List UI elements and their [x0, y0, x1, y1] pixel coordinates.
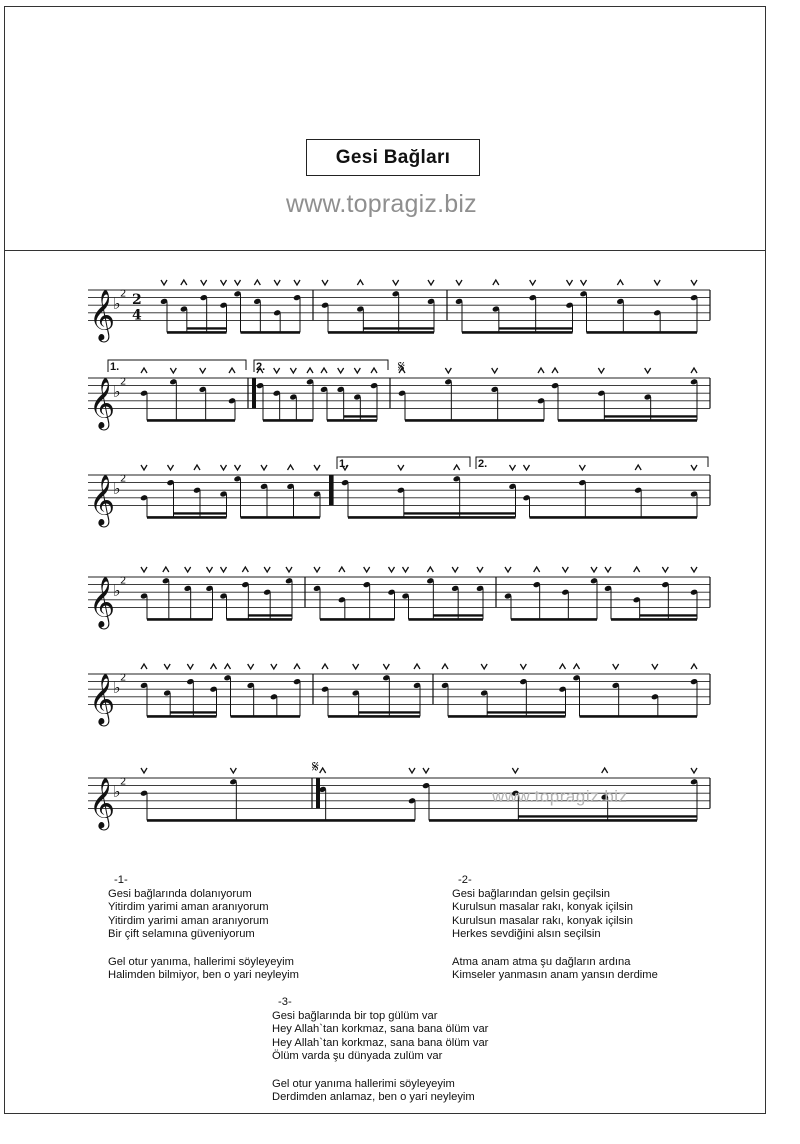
refrain-line: Derdimden anlamaz, ben o yari neyleyim — [272, 1091, 475, 1104]
treble-clef-icon: 𝄞 — [89, 289, 116, 341]
accent-down-icon — [248, 664, 254, 669]
key-number: 2 — [120, 473, 127, 485]
accent-down-icon — [221, 465, 227, 470]
volta-bracket — [254, 360, 388, 372]
accent-down-icon — [654, 280, 660, 285]
time-signature-bottom: 4 — [132, 307, 142, 324]
accent-down-icon — [314, 465, 320, 470]
final-bar — [316, 778, 320, 808]
accent-down-icon — [354, 368, 360, 373]
volta-bracket — [337, 457, 470, 469]
verse-1 — [108, 874, 299, 983]
flat-icon: ♭ — [113, 382, 121, 402]
segno-icon: 𝄋 — [398, 357, 405, 376]
accent-up-icon — [427, 567, 433, 572]
accent-up-icon — [691, 368, 697, 373]
accent-up-icon — [414, 664, 420, 669]
watermark: www.topragiz.biz — [492, 787, 628, 806]
accent-down-icon — [581, 280, 587, 285]
accent-up-icon — [635, 465, 641, 470]
accent-down-icon — [530, 280, 536, 285]
accent-up-icon — [357, 280, 363, 285]
lyric-line: Gesi bağlarında dolanıyorum — [108, 887, 252, 900]
accent-up-icon — [534, 567, 540, 572]
accent-down-icon — [393, 280, 399, 285]
accent-down-icon — [294, 280, 300, 285]
refrain-line: Kimseler yanmasın anam yansın derdime — [452, 969, 658, 982]
accent-up-icon — [442, 664, 448, 669]
flat-icon: ♭ — [113, 479, 121, 499]
lyric-line: Yitirdim yarimi aman aranıyorum — [108, 901, 269, 914]
accent-down-icon — [274, 368, 280, 373]
accent-up-icon — [322, 664, 328, 669]
accent-down-icon — [221, 280, 227, 285]
accent-up-icon — [141, 664, 147, 669]
accent-up-icon — [163, 567, 169, 572]
accent-up-icon — [307, 368, 313, 373]
accent-down-icon — [200, 368, 206, 373]
accent-up-icon — [538, 368, 544, 373]
treble-clef-icon: 𝄞 — [89, 474, 116, 526]
accent-down-icon — [141, 768, 147, 773]
lyric-line: Herkes sevdiğini alsın seçilsin — [452, 928, 601, 941]
accent-down-icon — [235, 280, 241, 285]
accent-down-icon — [286, 567, 292, 572]
accent-up-icon — [371, 368, 377, 373]
accent-down-icon — [452, 567, 458, 572]
treble-clef-icon: 𝄞 — [89, 377, 116, 429]
accent-up-icon — [454, 465, 460, 470]
accent-up-icon — [339, 567, 345, 572]
accent-down-icon — [691, 567, 697, 572]
key-number: 2 — [120, 288, 127, 300]
staff-system — [88, 664, 710, 726]
accent-down-icon — [445, 368, 451, 373]
volta-bracket — [108, 360, 246, 372]
accent-down-icon — [477, 567, 483, 572]
accent-down-icon — [290, 368, 296, 373]
accent-down-icon — [383, 664, 389, 669]
refrain-line: Halimden bilmiyor, ben o yari neyleyim — [108, 969, 299, 982]
accent-up-icon — [552, 368, 558, 373]
accent-down-icon — [207, 567, 213, 572]
accent-down-icon — [261, 465, 267, 470]
accent-down-icon — [264, 567, 270, 572]
accent-down-icon — [168, 465, 174, 470]
accent-up-icon — [617, 280, 623, 285]
accent-up-icon — [321, 368, 327, 373]
lyric-line: Kurulsun masalar rakı, konyak içilsin — [452, 901, 633, 914]
accent-down-icon — [520, 664, 526, 669]
site-url: www.topragiz.biz — [286, 190, 477, 218]
accent-down-icon — [221, 567, 227, 572]
accent-down-icon — [512, 768, 518, 773]
accent-down-icon — [170, 368, 176, 373]
treble-clef-icon: 𝄞 — [89, 576, 116, 628]
accent-down-icon — [322, 280, 328, 285]
treble-clef-icon: 𝄞 — [89, 673, 116, 725]
treble-clef-icon: 𝄞 — [89, 777, 116, 829]
accent-down-icon — [274, 280, 280, 285]
lyric-line: Kurulsun masalar rakı, konyak içilsin — [452, 914, 633, 927]
accent-down-icon — [389, 567, 395, 572]
accent-up-icon — [288, 465, 294, 470]
flat-icon: ♭ — [113, 294, 121, 314]
accent-down-icon — [562, 567, 568, 572]
accent-up-icon — [242, 567, 248, 572]
lyric-line: Yitirdim yarimi aman aranıyorum — [108, 914, 269, 927]
accent-up-icon — [254, 280, 260, 285]
repeat-bar — [252, 378, 256, 408]
verse-number: -3- — [278, 996, 292, 1008]
volta-label: 2. — [256, 361, 266, 373]
accent-down-icon — [691, 465, 697, 470]
volta-label: 1. — [110, 361, 120, 373]
refrain-line: Atma anam atma şu dağların ardına — [452, 955, 631, 968]
accent-down-icon — [398, 465, 404, 470]
volta-label: 2. — [478, 458, 488, 470]
accent-down-icon — [613, 664, 619, 669]
accent-up-icon — [560, 664, 566, 669]
accent-down-icon — [314, 567, 320, 572]
accent-down-icon — [605, 567, 611, 572]
segno-icon: 𝄋 — [312, 757, 319, 776]
accent-down-icon — [141, 567, 147, 572]
accent-down-icon — [662, 567, 668, 572]
accent-up-icon — [574, 664, 580, 669]
flat-icon: ♭ — [113, 581, 121, 601]
accent-up-icon — [602, 768, 608, 773]
accent-up-icon — [634, 567, 640, 572]
accent-down-icon — [141, 465, 147, 470]
accent-down-icon — [524, 465, 530, 470]
accent-down-icon — [423, 768, 429, 773]
accent-up-icon — [229, 368, 235, 373]
lyric-line: Gesi bağlarından gelsin geçilsin — [452, 887, 610, 900]
accent-down-icon — [201, 280, 207, 285]
accent-up-icon — [691, 664, 697, 669]
time-signature-top: 2 — [132, 292, 142, 309]
verse-number: -2- — [458, 874, 472, 886]
staff-system — [88, 357, 710, 430]
accent-down-icon — [409, 768, 415, 773]
accent-down-icon — [691, 768, 697, 773]
accent-down-icon — [456, 280, 462, 285]
accent-down-icon — [652, 664, 658, 669]
accent-down-icon — [161, 280, 167, 285]
accent-up-icon — [493, 280, 499, 285]
lyric-line: Bir çift selamına güveniyorum — [108, 928, 255, 941]
accent-up-icon — [181, 280, 187, 285]
volta-label: 1. — [339, 458, 349, 470]
accent-up-icon — [141, 368, 147, 373]
repeat-bar — [329, 475, 333, 505]
staff-system — [88, 457, 710, 527]
lyric-line: Ölüm varda şu dünyada zulüm var — [272, 1050, 443, 1063]
lyric-line: Gesi bağlarında bir top gülüm var — [272, 1009, 438, 1022]
accent-down-icon — [235, 465, 241, 470]
accent-up-icon — [194, 465, 200, 470]
accent-down-icon — [338, 368, 344, 373]
accent-down-icon — [185, 567, 191, 572]
accent-down-icon — [567, 280, 573, 285]
accent-down-icon — [428, 280, 434, 285]
accent-down-icon — [187, 664, 193, 669]
accent-down-icon — [481, 664, 487, 669]
song-title: Gesi Bağları — [306, 139, 480, 176]
accent-up-icon — [294, 664, 300, 669]
verse-2 — [452, 874, 658, 983]
accent-down-icon — [510, 465, 516, 470]
accent-down-icon — [598, 368, 604, 373]
lyric-line: Hey Allah`tan korkmaz, sana bana ölüm var — [272, 1023, 489, 1036]
flat-icon: ♭ — [113, 782, 121, 802]
accent-up-icon — [225, 664, 231, 669]
staff-system — [88, 567, 710, 629]
accent-down-icon — [492, 368, 498, 373]
key-number: 2 — [120, 376, 127, 388]
staff-system — [88, 280, 710, 342]
lyric-line: Hey Allah`tan korkmaz, sana bana ölüm var — [272, 1036, 489, 1049]
accent-down-icon — [364, 567, 370, 572]
verse-3 — [272, 996, 488, 1105]
accent-up-icon — [211, 664, 217, 669]
accent-down-icon — [403, 567, 409, 572]
accent-down-icon — [591, 567, 597, 572]
accent-up-icon — [320, 768, 326, 773]
accent-down-icon — [353, 664, 359, 669]
refrain-line: Gel otur yanıma hallerimi söyleyeyim — [272, 1077, 455, 1090]
key-number: 2 — [120, 575, 127, 587]
flat-icon: ♭ — [113, 678, 121, 698]
key-number: 2 — [120, 672, 127, 684]
accent-down-icon — [645, 368, 651, 373]
accent-down-icon — [271, 664, 277, 669]
key-number: 2 — [120, 776, 127, 788]
refrain-line: Gel otur yanıma, hallerimi söyleyeyim — [108, 955, 294, 968]
accent-down-icon — [164, 664, 170, 669]
accent-down-icon — [579, 465, 585, 470]
accent-down-icon — [505, 567, 511, 572]
accent-down-icon — [230, 768, 236, 773]
verse-number: -1- — [114, 874, 128, 886]
accent-down-icon — [691, 280, 697, 285]
